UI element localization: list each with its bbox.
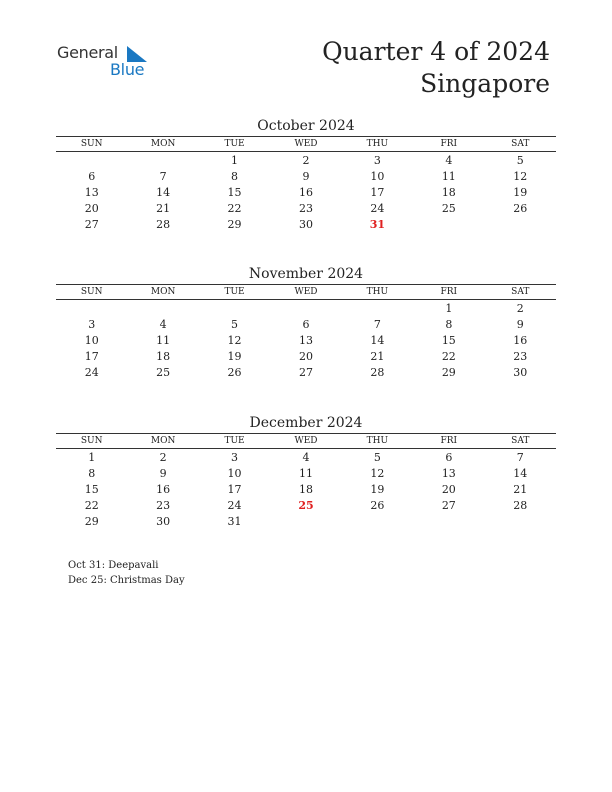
calendar-table bbox=[56, 284, 556, 380]
weekday-header: WED bbox=[270, 137, 341, 152]
day-cell: 19 bbox=[370, 482, 385, 496]
day-cell: 18 bbox=[298, 482, 313, 496]
month-december bbox=[56, 413, 556, 529]
weekday-header: FRI bbox=[413, 434, 484, 449]
day-cell: 30 bbox=[156, 514, 171, 528]
empty-day-cell bbox=[127, 300, 198, 317]
weekday-header: WED bbox=[270, 434, 341, 449]
day-cell: 28 bbox=[156, 217, 171, 231]
day-cell: 23 bbox=[156, 498, 171, 512]
day-cell: 25 bbox=[156, 365, 171, 379]
week-row bbox=[56, 152, 556, 169]
day-cell: 13 bbox=[84, 185, 99, 199]
empty-day-cell bbox=[413, 216, 484, 232]
day-cell: 8 bbox=[231, 169, 239, 183]
day-cell: 29 bbox=[84, 514, 99, 528]
day-cell: 12 bbox=[513, 169, 528, 183]
logo-text-general: General bbox=[57, 43, 118, 62]
weekday-header: SAT bbox=[485, 434, 556, 449]
day-cell: 24 bbox=[370, 201, 385, 215]
week-row bbox=[56, 465, 556, 481]
day-cell: 13 bbox=[441, 466, 456, 480]
holiday-day-cell: 31 bbox=[369, 217, 386, 231]
empty-day-cell bbox=[270, 513, 341, 529]
day-cell: 5 bbox=[516, 153, 524, 167]
day-cell: 4 bbox=[302, 450, 310, 464]
weekday-header: MON bbox=[127, 137, 198, 152]
holiday-day-cell: 25 bbox=[298, 498, 314, 512]
day-cell: 14 bbox=[513, 466, 528, 480]
day-cell: 28 bbox=[370, 365, 385, 379]
day-cell: 11 bbox=[298, 466, 313, 480]
day-cell: 28 bbox=[513, 498, 528, 512]
day-cell: 7 bbox=[516, 450, 524, 464]
weekday-header: SUN bbox=[56, 434, 127, 449]
day-cell: 16 bbox=[156, 482, 171, 496]
day-cell: 15 bbox=[441, 333, 456, 347]
day-cell: 19 bbox=[513, 185, 528, 199]
month-title: November 2024 bbox=[248, 266, 364, 282]
day-cell: 22 bbox=[441, 349, 456, 363]
day-cell: 2 bbox=[302, 153, 310, 167]
day-cell: 11 bbox=[156, 333, 171, 347]
month-october bbox=[56, 116, 556, 232]
weekday-header: TUE bbox=[199, 434, 270, 449]
day-cell: 21 bbox=[513, 482, 528, 496]
day-cell: 10 bbox=[370, 169, 385, 183]
day-cell: 2 bbox=[516, 301, 524, 315]
calendar-table bbox=[56, 136, 556, 232]
weekday-header: THU bbox=[342, 137, 413, 152]
day-cell: 15 bbox=[84, 482, 99, 496]
day-cell: 6 bbox=[445, 450, 453, 464]
holiday-note: Dec 25: Christmas Day bbox=[68, 575, 185, 586]
weekday-header: TUE bbox=[199, 285, 270, 300]
holiday-note: Oct 31: Deepavali bbox=[68, 560, 159, 571]
day-cell: 4 bbox=[159, 317, 167, 331]
day-cell: 6 bbox=[88, 169, 96, 183]
day-cell: 20 bbox=[441, 482, 456, 496]
empty-day-cell bbox=[199, 300, 270, 317]
weekday-header: TUE bbox=[199, 137, 270, 152]
weekday-header: SUN bbox=[56, 285, 127, 300]
week-row bbox=[56, 316, 556, 332]
empty-day-cell bbox=[485, 216, 556, 232]
day-cell: 22 bbox=[84, 498, 99, 512]
day-cell: 15 bbox=[227, 185, 242, 199]
day-cell: 10 bbox=[227, 466, 242, 480]
day-cell: 13 bbox=[298, 333, 313, 347]
week-row bbox=[56, 348, 556, 364]
weekday-header: FRI bbox=[413, 285, 484, 300]
empty-day-cell bbox=[413, 513, 484, 529]
weekday-header: THU bbox=[342, 285, 413, 300]
weekday-header: WED bbox=[270, 285, 341, 300]
day-cell: 1 bbox=[88, 450, 96, 464]
day-cell: 26 bbox=[513, 201, 528, 215]
day-cell: 17 bbox=[370, 185, 385, 199]
day-cell: 3 bbox=[231, 450, 239, 464]
day-cell: 26 bbox=[227, 365, 242, 379]
day-cell: 14 bbox=[156, 185, 171, 199]
week-row bbox=[56, 497, 556, 513]
day-cell: 20 bbox=[84, 201, 99, 215]
logo-text-blue: Blue bbox=[110, 60, 145, 79]
week-row bbox=[56, 481, 556, 497]
day-cell: 5 bbox=[373, 450, 381, 464]
day-cell: 22 bbox=[227, 201, 242, 215]
day-cell: 16 bbox=[298, 185, 313, 199]
day-cell: 8 bbox=[88, 466, 96, 480]
day-cell: 21 bbox=[156, 201, 171, 215]
day-cell: 14 bbox=[370, 333, 385, 347]
week-row bbox=[56, 332, 556, 348]
week-row bbox=[56, 300, 556, 317]
general-blue-logo bbox=[57, 43, 157, 83]
month-title: December 2024 bbox=[249, 415, 363, 431]
empty-day-cell bbox=[56, 152, 127, 169]
weekday-header: SAT bbox=[485, 137, 556, 152]
day-cell: 11 bbox=[441, 169, 456, 183]
calendar-table bbox=[56, 433, 556, 529]
day-cell: 12 bbox=[370, 466, 385, 480]
week-row bbox=[56, 184, 556, 200]
day-cell: 29 bbox=[441, 365, 456, 379]
empty-day-cell bbox=[127, 152, 198, 169]
day-cell: 18 bbox=[156, 349, 171, 363]
day-cell: 2 bbox=[159, 450, 167, 464]
day-cell: 9 bbox=[159, 466, 167, 480]
day-cell: 7 bbox=[373, 317, 381, 331]
day-cell: 9 bbox=[516, 317, 524, 331]
week-row bbox=[56, 168, 556, 184]
day-cell: 23 bbox=[513, 349, 528, 363]
day-cell: 30 bbox=[298, 217, 313, 231]
weekday-header: THU bbox=[342, 434, 413, 449]
day-cell: 31 bbox=[227, 514, 242, 528]
day-cell: 8 bbox=[445, 317, 453, 331]
week-row bbox=[56, 449, 556, 466]
title-block bbox=[322, 36, 550, 100]
weekday-header: SAT bbox=[485, 285, 556, 300]
month-november bbox=[56, 264, 556, 380]
day-cell: 21 bbox=[370, 349, 385, 363]
weekday-header: MON bbox=[127, 285, 198, 300]
empty-day-cell bbox=[342, 513, 413, 529]
page-subtitle: Singapore bbox=[420, 69, 550, 98]
day-cell: 3 bbox=[373, 153, 381, 167]
day-cell: 23 bbox=[298, 201, 313, 215]
day-cell: 19 bbox=[227, 349, 242, 363]
week-row bbox=[56, 513, 556, 529]
day-cell: 6 bbox=[302, 317, 310, 331]
day-cell: 30 bbox=[513, 365, 528, 379]
day-cell: 7 bbox=[159, 169, 167, 183]
day-cell: 20 bbox=[298, 349, 313, 363]
day-cell: 4 bbox=[445, 153, 453, 167]
empty-day-cell bbox=[485, 513, 556, 529]
page-title: Quarter 4 of 2024 bbox=[322, 37, 550, 66]
day-cell: 17 bbox=[227, 482, 242, 496]
day-cell: 1 bbox=[231, 153, 239, 167]
day-cell: 3 bbox=[88, 317, 96, 331]
empty-day-cell bbox=[270, 300, 341, 317]
day-cell: 25 bbox=[441, 201, 456, 215]
day-cell: 16 bbox=[513, 333, 528, 347]
month-title: October 2024 bbox=[257, 118, 355, 134]
weekday-header: SUN bbox=[56, 137, 127, 152]
day-cell: 29 bbox=[227, 217, 242, 231]
holiday-notes bbox=[68, 558, 185, 588]
week-row bbox=[56, 364, 556, 380]
day-cell: 5 bbox=[231, 317, 239, 331]
day-cell: 17 bbox=[84, 349, 99, 363]
day-cell: 12 bbox=[227, 333, 242, 347]
day-cell: 10 bbox=[84, 333, 99, 347]
day-cell: 9 bbox=[302, 169, 310, 183]
weekday-header: FRI bbox=[413, 137, 484, 152]
day-cell: 1 bbox=[445, 301, 453, 315]
week-row bbox=[56, 216, 556, 232]
empty-day-cell bbox=[342, 300, 413, 317]
empty-day-cell bbox=[56, 300, 127, 317]
day-cell: 26 bbox=[370, 498, 385, 512]
day-cell: 27 bbox=[441, 498, 456, 512]
day-cell: 27 bbox=[84, 217, 99, 231]
weekday-header: MON bbox=[127, 434, 198, 449]
week-row bbox=[56, 200, 556, 216]
day-cell: 24 bbox=[84, 365, 99, 379]
day-cell: 27 bbox=[298, 365, 313, 379]
day-cell: 18 bbox=[441, 185, 456, 199]
day-cell: 24 bbox=[227, 498, 242, 512]
